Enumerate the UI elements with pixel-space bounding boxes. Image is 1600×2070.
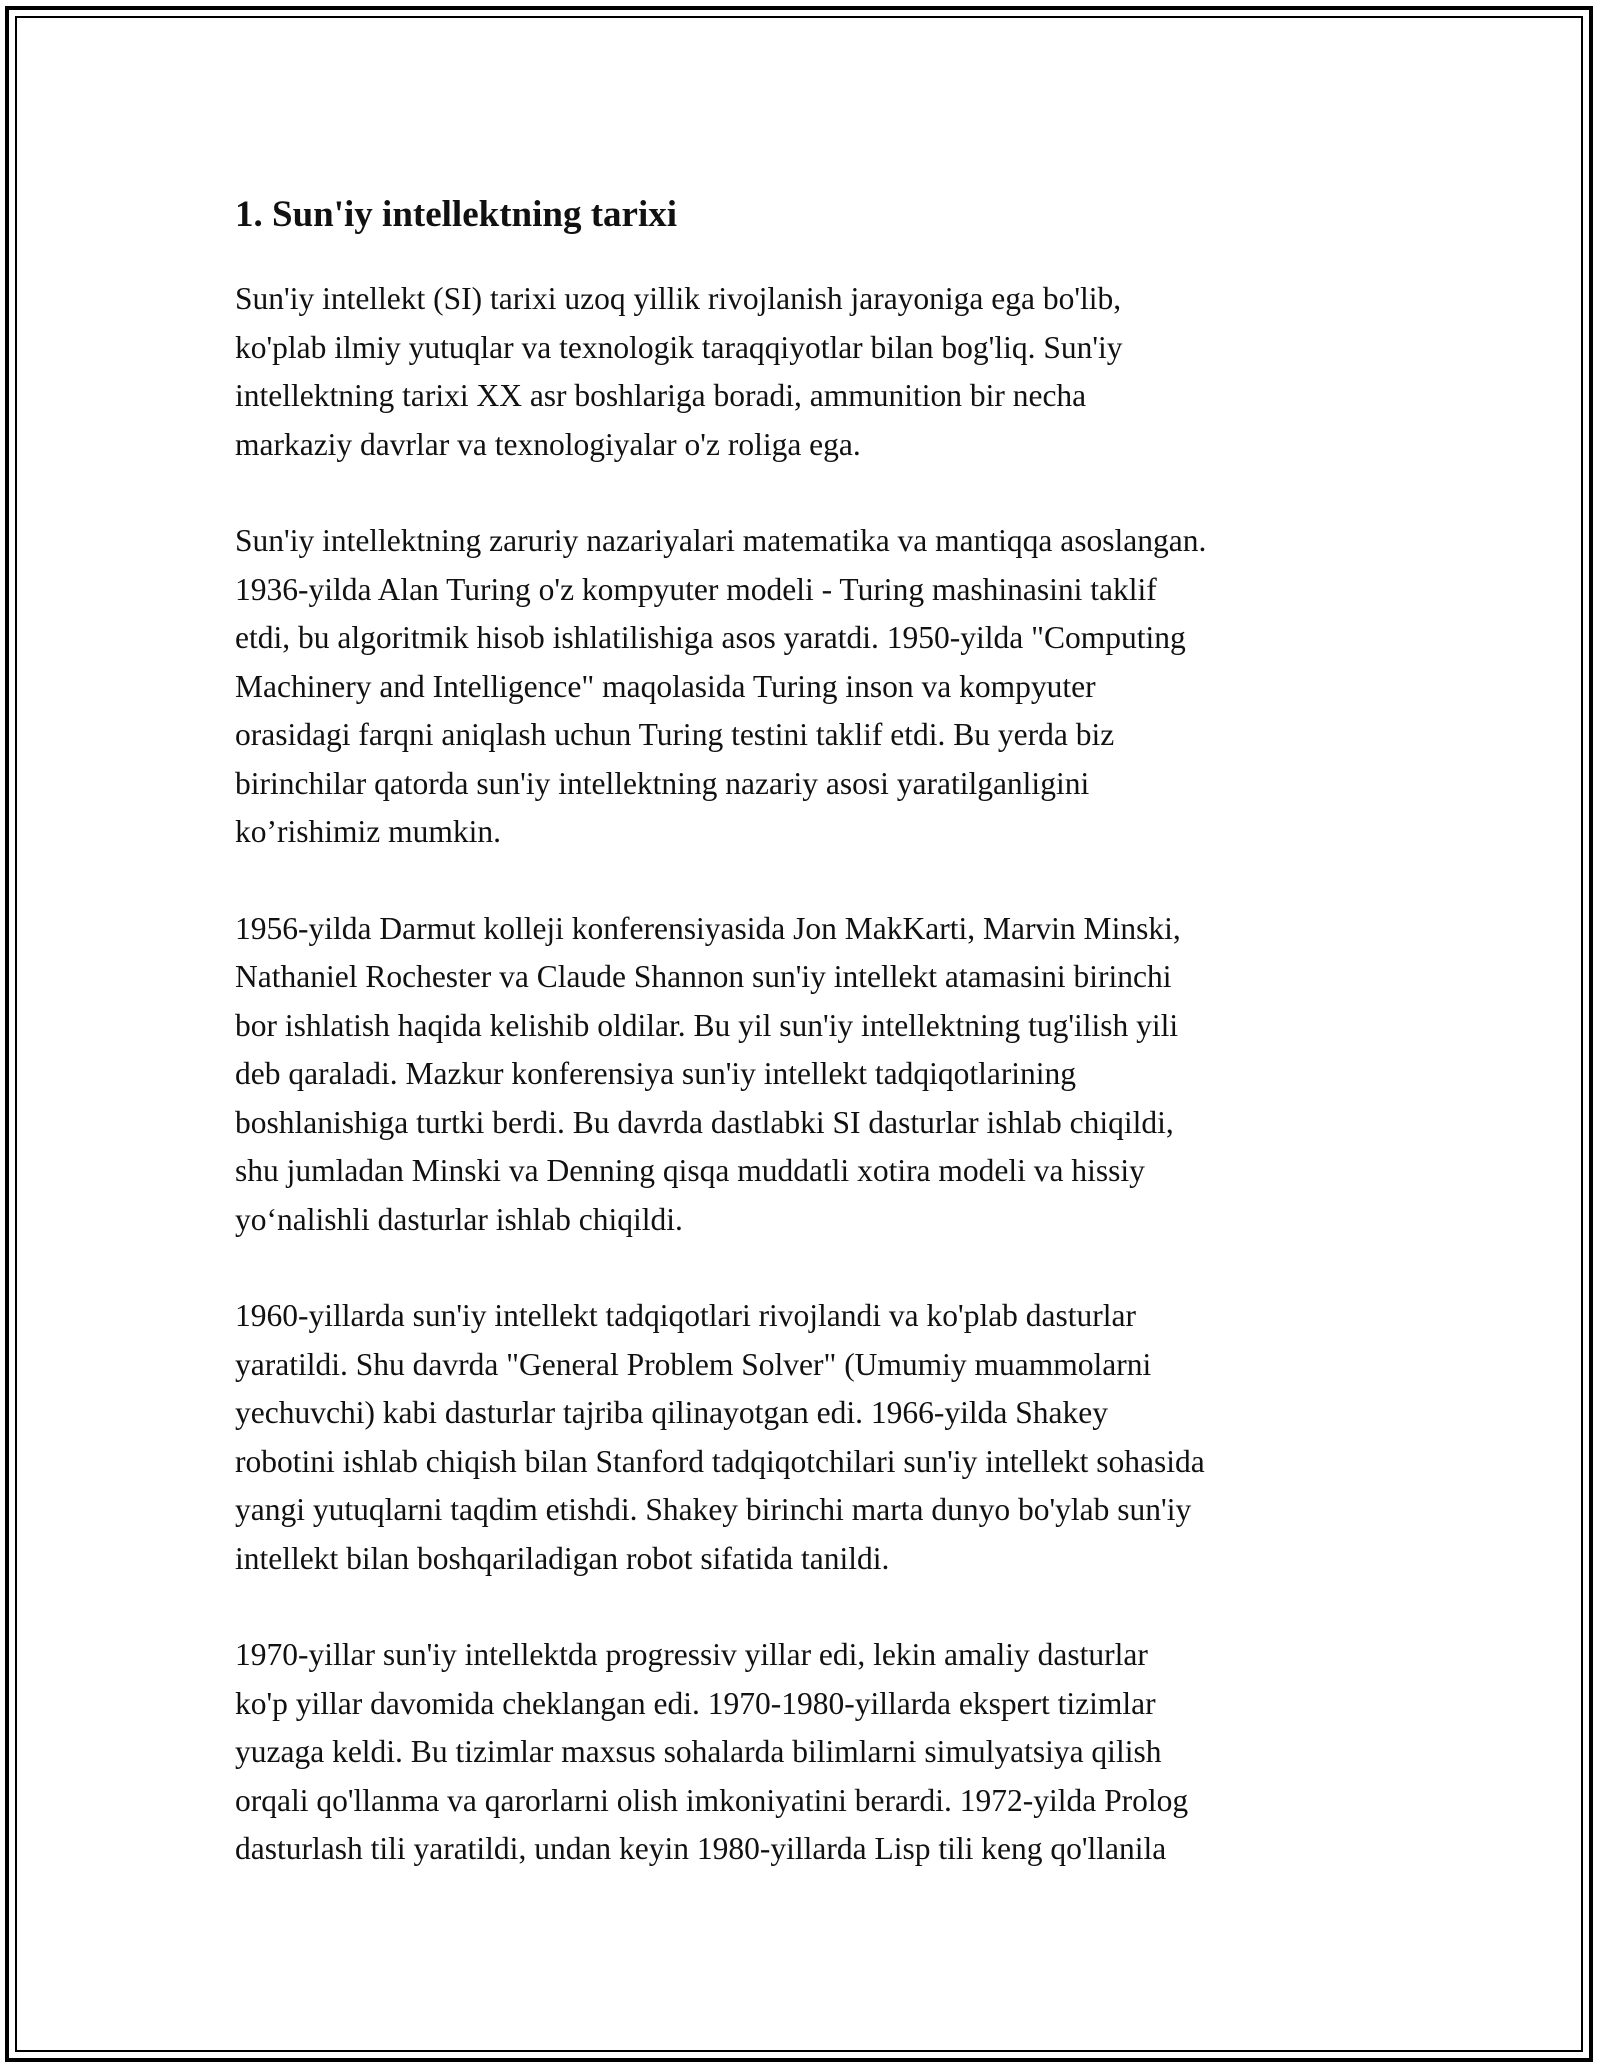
text-line: dasturlash tili yaratildi, undan keyin 1980-yillarda Lisp tili keng qo'llanila: [235, 1831, 1167, 1866]
text-line: yuzaga keldi. Bu tizimlar maxsus sohalarda bilimlarni simulyatsiya qilish: [235, 1734, 1162, 1769]
text-line: intellekt bilan boshqariladigan robot sifatida tanildi.: [235, 1540, 890, 1576]
text-line: ko'plab ilmiy yutuqlar va texnologik taraqqiyotlar bilan bog'liq. Sun'iy: [235, 329, 1123, 365]
text-line: yangi yutuqlarni taqdim etishdi. Shakey birinchi marta dunyo bo'ylab sun'iy: [235, 1492, 1192, 1527]
text-line: robotini ishlab chiqish bilan Stanford tadqiqotchilari sun'iy intellekt sohasida: [235, 1443, 1205, 1479]
text-line: ko'p yillar davomida cheklangan edi. 1970-1980-yillarda ekspert tizimlar: [235, 1685, 1156, 1721]
text-line: boshlanishiga turtki berdi. Bu davrda dastlabki SI dasturlar ishlab chiqildi,: [235, 1104, 1174, 1140]
text-line: yechuvchi) kabi dasturlar tajriba qilinayotgan edi. 1966-yilda Shakey: [235, 1395, 1108, 1430]
text-line: Machinery and Intelligence" maqolasida Turing inson va kompyuter: [235, 668, 1096, 704]
text-line: orqali qo'llanma va qarorlarni olish imkoniyatini berardi. 1972-yilda Prolog: [235, 1782, 1189, 1818]
paragraph-intro: [235, 275, 1390, 469]
text-line: deb qaraladi. Mazkur konferensiya sun'iy intellekt tadqiqotlarining: [235, 1056, 1077, 1091]
text-line: Sun'iy intellekt (SI) tarixi uzoq yillik rivojlanish jarayoniga ega bo'lib,: [235, 281, 1122, 316]
text-line: intellektning tarixi XX asr boshlariga boradi, ammunition bir necha: [235, 378, 1087, 413]
paragraph-theory: [235, 517, 1390, 857]
text-line: Sun'iy intellektning zaruriy nazariyalari matematika va mantiqqa asoslangan.: [235, 523, 1207, 558]
text-line: 1960-yillarda sun'iy intellekt tadqiqotlari rivojlandi va ko'plab dasturlar: [235, 1298, 1137, 1333]
text-line: 1970-yillar sun'iy intellektda progressiv yillar edi, lekin amaliy dasturlar: [235, 1637, 1148, 1672]
text-line: yo‘nalishli dasturlar ishlab chiqildi.: [235, 1201, 683, 1237]
text-line: birinchilar qatorda sun'iy intellektning nazariy asosi yaratilganligini: [235, 765, 1090, 801]
text-line: shu jumladan Minski va Denning qisqa muddatli xotira modeli va hissiy: [235, 1153, 1145, 1188]
text-line: 1936-yilda Alan Turing o'z kompyuter modeli - Turing mashinasini taklif: [235, 571, 1157, 607]
document-body: [235, 185, 1390, 1922]
text-line: Nathaniel Rochester va Claude Shannon sun'iy intellekt atamasini birinchi: [235, 959, 1172, 994]
paragraph-1970s: [235, 1631, 1390, 1874]
section-heading: 1. Sun'iy intellektning tarixi: [235, 194, 678, 235]
text-line: etdi, bu algoritmik hisob ishlatilishiga asos yaratdi. 1950-yilda "Computing: [235, 620, 1186, 655]
text-line: yaratildi. Shu davrda "General Problem Solver" (Umumiy muammolarni: [235, 1346, 1152, 1382]
text-line: 1956-yilda Darmut kolleji konferensiyasida Jon MakKarti, Marvin Minski,: [235, 910, 1181, 946]
paragraph-1960s: [235, 1292, 1390, 1583]
text-line: orasidagi farqni aniqlash uchun Turing testini taklif etdi. Bu yerda biz: [235, 717, 1115, 752]
text-line: markaziy davrlar va texnologiyalar o'z roliga ega.: [235, 426, 861, 462]
paragraph-1956: [235, 905, 1390, 1245]
text-line: bor ishlatish haqida kelishib oldilar. Bu yil sun'iy intellektning tug'ilish yili: [235, 1007, 1179, 1043]
text-line: ko’rishimiz mumkin.: [235, 814, 501, 849]
